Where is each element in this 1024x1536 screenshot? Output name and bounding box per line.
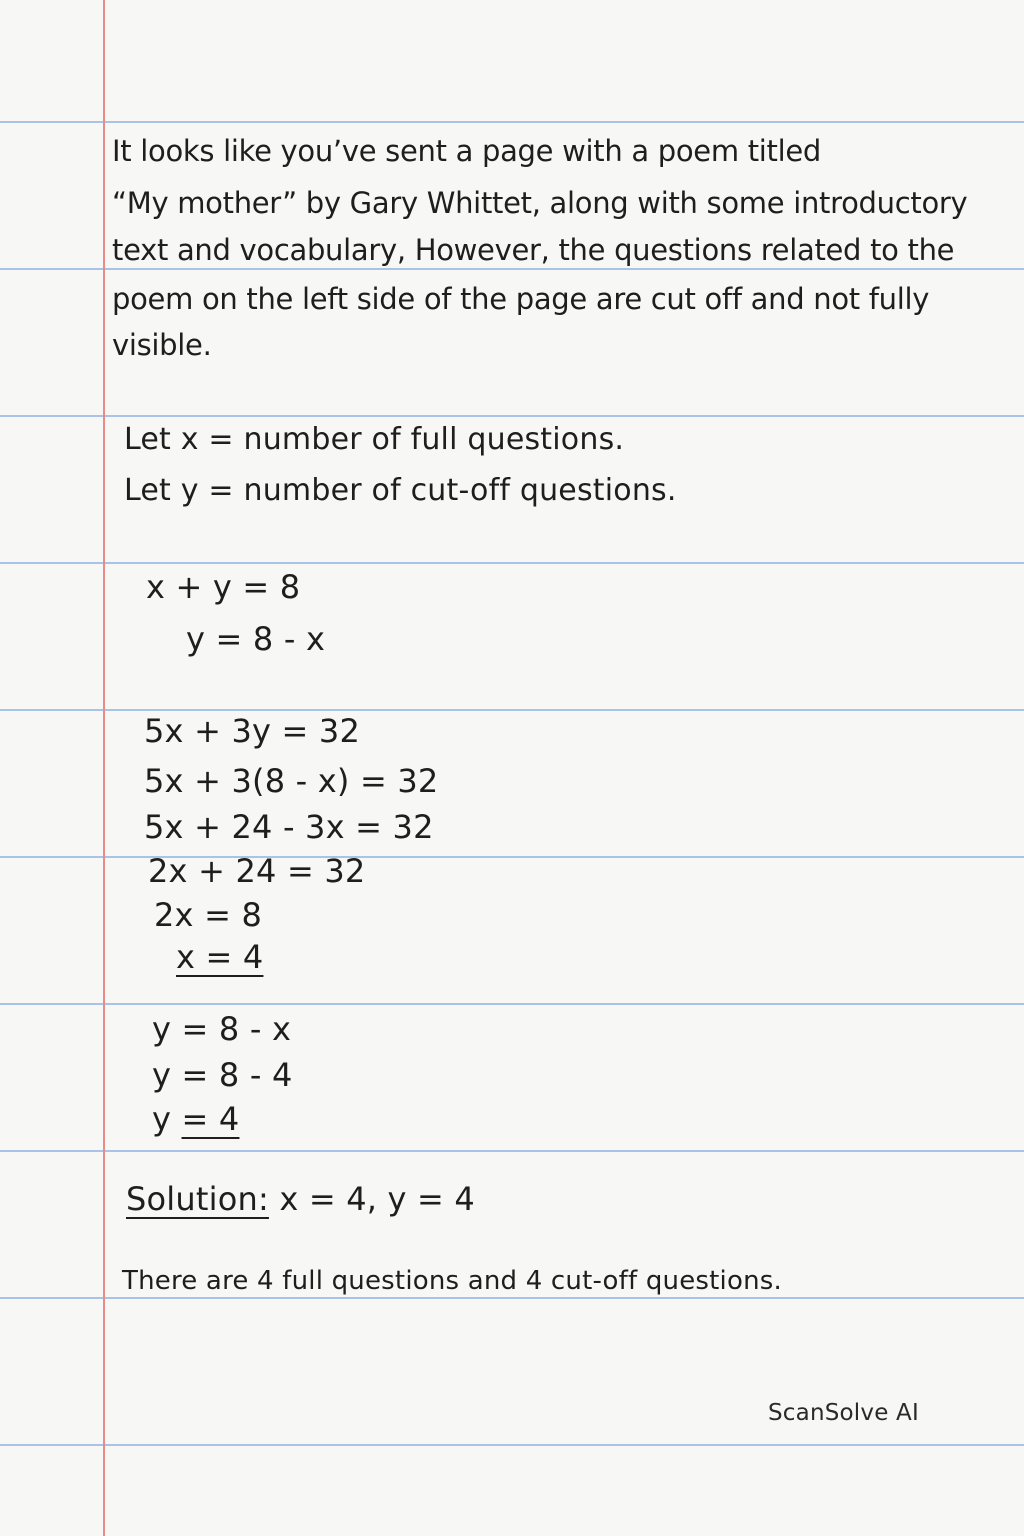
- solution-label: Solution:: [126, 1180, 269, 1218]
- brand-signature: ScanSolve AI: [768, 1400, 919, 1426]
- y-substitution-step-1: y = 8 - x: [152, 1010, 292, 1048]
- y-result: [152, 1100, 239, 1138]
- intro-line-1: It looks like you’ve sent a page with a poem titled: [112, 134, 822, 168]
- equation-combined: 2x + 24 = 32: [148, 852, 366, 890]
- solution-line: [126, 1180, 475, 1218]
- equation-expanded: 5x + 24 - 3x = 32: [144, 808, 434, 846]
- equation-sum: x + y = 8: [146, 568, 301, 606]
- equation-isolated: 2x = 8: [154, 896, 263, 934]
- y-substitution-step-2: y = 8 - 4: [152, 1056, 293, 1094]
- y-result-variable: y: [152, 1100, 172, 1138]
- intro-line-5: visible.: [112, 328, 212, 362]
- x-result: x = 4: [176, 938, 264, 976]
- equation-y-rearranged: y = 8 - x: [186, 620, 326, 658]
- definition-x: Let x = number of full questions.: [124, 422, 625, 457]
- intro-line-4: poem on the left side of the page are cut off and not fully: [112, 282, 930, 316]
- margin-line: [103, 0, 105, 1536]
- intro-line-2: “My mother” by Gary Whittet, along with some introductory: [112, 186, 968, 220]
- intro-line-3: text and vocabulary, However, the questions related to the: [112, 233, 955, 267]
- equation-weighted: 5x + 3y = 32: [144, 712, 361, 750]
- equation-substituted: 5x + 3(8 - x) = 32: [144, 762, 439, 800]
- y-result-value: = 4: [181, 1100, 240, 1138]
- conclusion-text: There are 4 full questions and 4 cut-off questions.: [122, 1266, 782, 1296]
- definition-y: Let y = number of cut-off questions.: [124, 473, 677, 508]
- solution-value: x = 4, y = 4: [279, 1180, 475, 1218]
